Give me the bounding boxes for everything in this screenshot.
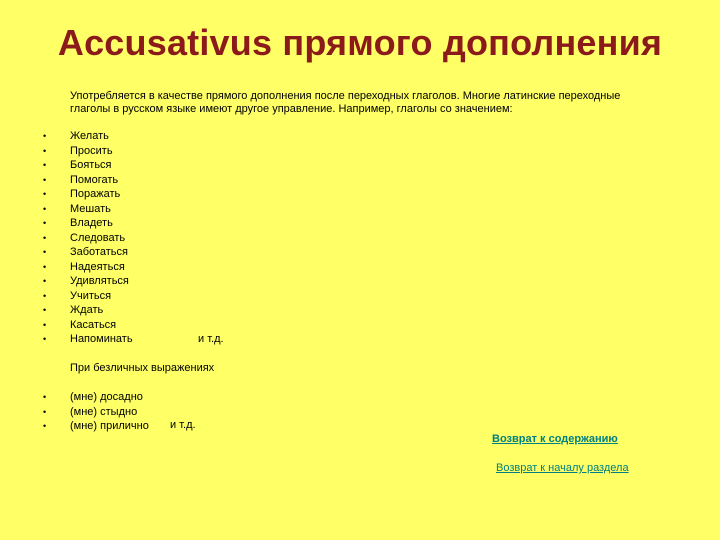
list-item-label: (мне) стыдно — [70, 405, 138, 418]
back-to-section-start-link[interactable]: Возврат к началу раздела — [496, 462, 629, 474]
list-item — [0, 405, 149, 420]
bullet-icon: • — [43, 261, 47, 272]
page-title: Accusativus прямого дополнения — [57, 22, 663, 63]
list-item — [0, 129, 133, 144]
list-item — [0, 260, 133, 275]
list-item — [0, 245, 133, 260]
list-item-label: Удивляться — [70, 275, 129, 287]
list-item — [0, 158, 133, 173]
bullet-icon: • — [43, 319, 47, 330]
bullet-icon: • — [43, 174, 47, 185]
intro-text: Употребляется в качестве прямого дополнения после переходных глаголов. Многие латинские переходные глаголы в русском языке имеют другое управление. Например, глаголы со значением: — [70, 90, 621, 115]
list-item-label: Владеть — [70, 217, 113, 229]
list-item-label: Мешать — [70, 202, 111, 215]
bullet-icon: • — [43, 232, 47, 243]
impersonal-list — [0, 390, 149, 434]
list-item — [0, 332, 133, 347]
list-item-label: Ждать — [70, 304, 104, 316]
list-item — [0, 216, 133, 231]
bullet-icon: • — [43, 305, 47, 315]
list-item-label: Заботаться — [70, 246, 128, 258]
bullet-icon: • — [43, 290, 47, 301]
list-item — [0, 318, 133, 333]
list-item — [0, 231, 133, 246]
bullet-icon: • — [43, 421, 47, 431]
list-item — [0, 289, 133, 304]
list-item-label: Следовать — [70, 231, 126, 244]
bullet-icon: • — [43, 189, 47, 199]
list-item-label: Учиться — [70, 289, 112, 302]
list-item — [0, 390, 149, 405]
subheading: При безличных выражениях — [70, 362, 215, 374]
list-item-label: (мне) прилично — [70, 420, 149, 432]
bullet-icon: • — [43, 131, 47, 141]
list-item-label: Помогать — [70, 173, 119, 186]
list-item-label: Желать — [70, 130, 109, 142]
back-to-contents-link[interactable]: Возврат к содержанию — [492, 433, 618, 445]
list-item — [0, 419, 149, 434]
list-item-label: Надеяться — [70, 260, 125, 273]
list-item-label: Касаться — [70, 318, 117, 331]
list-item — [0, 274, 133, 289]
list-item — [0, 144, 133, 159]
list-item — [0, 187, 133, 202]
etc-label: и т.д. — [198, 333, 224, 345]
bullet-icon: • — [43, 334, 47, 344]
list-item-label: Просить — [70, 144, 113, 157]
list-item — [0, 202, 133, 217]
bullet-icon: • — [43, 247, 47, 257]
verb-list — [0, 129, 133, 347]
bullet-icon: • — [43, 218, 47, 228]
bullet-icon: • — [43, 276, 47, 286]
list-item — [0, 173, 133, 188]
list-item-label: Напоминать — [70, 333, 133, 345]
list-item — [0, 303, 133, 318]
bullet-icon: • — [43, 392, 47, 402]
bullet-icon: • — [43, 203, 47, 214]
etc-label: и т.д. — [170, 419, 196, 431]
list-item-label: Поражать — [70, 188, 121, 200]
list-item-label: (мне) досадно — [70, 391, 143, 403]
list-item-label: Бояться — [70, 159, 112, 171]
bullet-icon: • — [43, 160, 47, 170]
bullet-icon: • — [43, 406, 47, 417]
bullet-icon: • — [43, 145, 47, 156]
